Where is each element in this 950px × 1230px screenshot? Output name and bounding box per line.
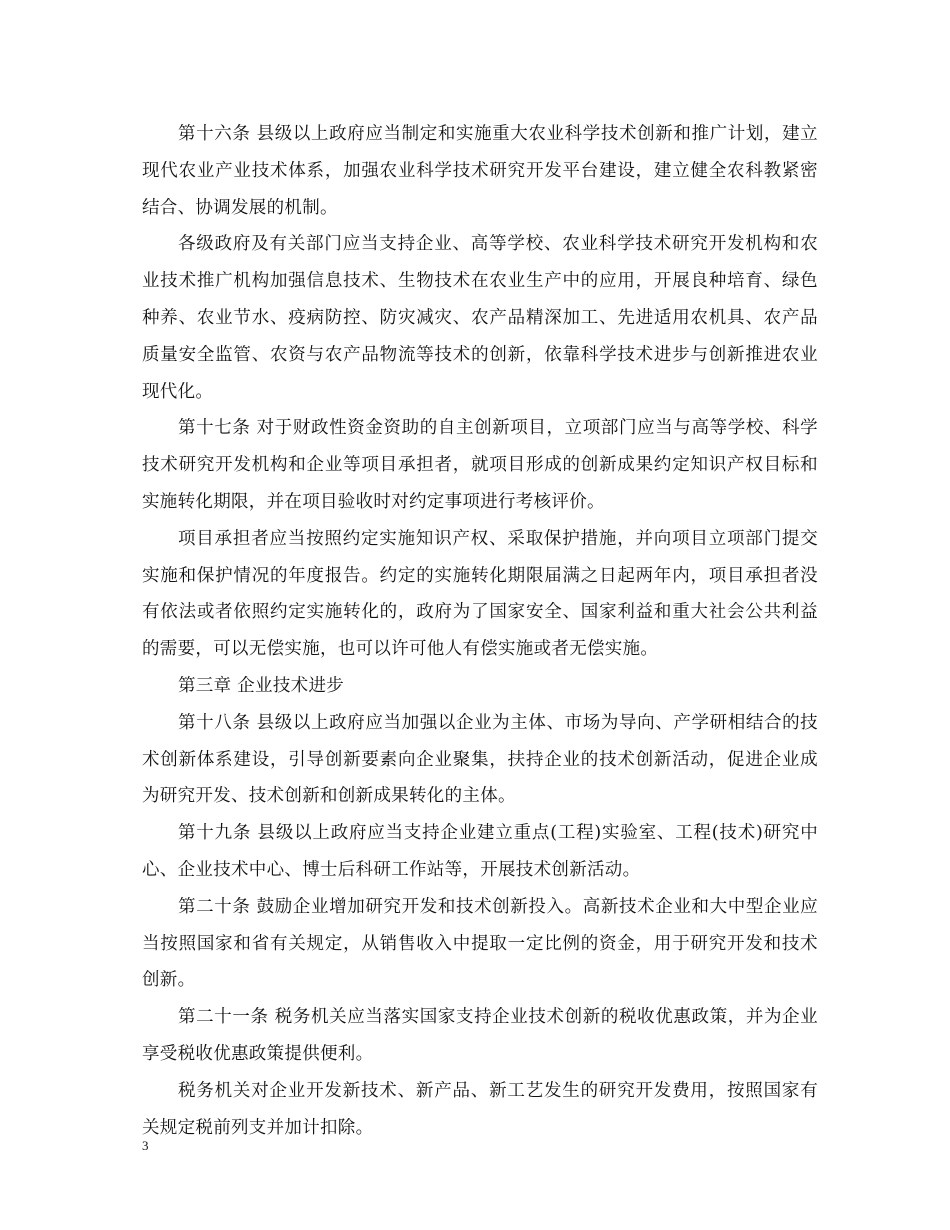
paragraph-article-20: 第二十条 鼓励企业增加研究开发和技术创新投入。高新技术企业和大中型企业应当按照国家和省有关规定，从销售收入中提取一定比例的资金，用于研究开发和技术创新。 [142,896,818,991]
paragraph-article-17-clause-2: 项目承担者应当按照约定实施知识产权、采取保护措施，并向项目立项部门提交实施和保护情况的年度报告。约定的实施转化期限届满之日起两年内，项目承担者没有依法或者依照约定实施转化的，政府为了国家安全、国家利益和重大社会公共利益的需要，可以无偿实施，也可以许可他人有偿实施或者无偿实施。 [142,528,818,660]
paragraph-article-21: 第二十一条 税务机关应当落实国家支持企业技术创新的税收优惠政策，并为企业享受税收优惠政策提供便利。 [142,1007,818,1064]
chapter-heading: 第三章 企业技术进步 [178,675,345,696]
paragraph-article-16-clause-2: 各级政府及有关部门应当支持企业、高等学校、农业科学技术研究开发机构和农业技术推广机构加强信息技术、生物技术在农业生产中的应用，开展良种培育、绿色种养、农业节水、疫病防控、防灾减灾、农产品精深加工、先进适用农机具、农产品质量安全监管、农资与农产品物流等技术的创新，依靠科学技术进步与创新推进农业现代化。 [142,234,818,402]
page-number: 3 [142,1138,149,1153]
paragraph-article-16: 第十六条 县级以上政府应当制定和实施重大农业科学技术创新和推广计划，建立现代农业产业技术体系，加强农业科学技术研究开发平台建设，建立健全农科教紧密结合、协调发展的机制。 [142,124,818,218]
paragraph-article-18: 第十八条 县级以上政府应当加强以企业为主体、市场为导向、产学研相结合的技术创新体系建设，引导创新要素向企业聚集，扶持企业的技术创新活动，促进企业成为研究开发、技术创新和创新成果转化的主体。 [142,712,818,807]
paragraph-article-17: 第十七条 对于财政性资金资助的自主创新项目，立项部门应当与高等学校、科学技术研究开发机构和企业等项目承担者，就项目形成的创新成果约定知识产权目标和实施转化期限，并在项目验收时对约定事项进行考核评价。 [142,418,818,512]
paragraph-article-21-clause-2: 税务机关对企业开发新技术、新产品、新工艺发生的研究开发费用，按照国家有关规定税前列支并加计扣除。 [142,1080,818,1138]
document-body [142,116,818,1146]
paragraph-article-19: 第十九条 县级以上政府应当支持企业建立重点(工程)实验室、工程(技术)研究中心、企业技术中心、博士后科研工作站等，开展技术创新活动。 [142,823,818,880]
